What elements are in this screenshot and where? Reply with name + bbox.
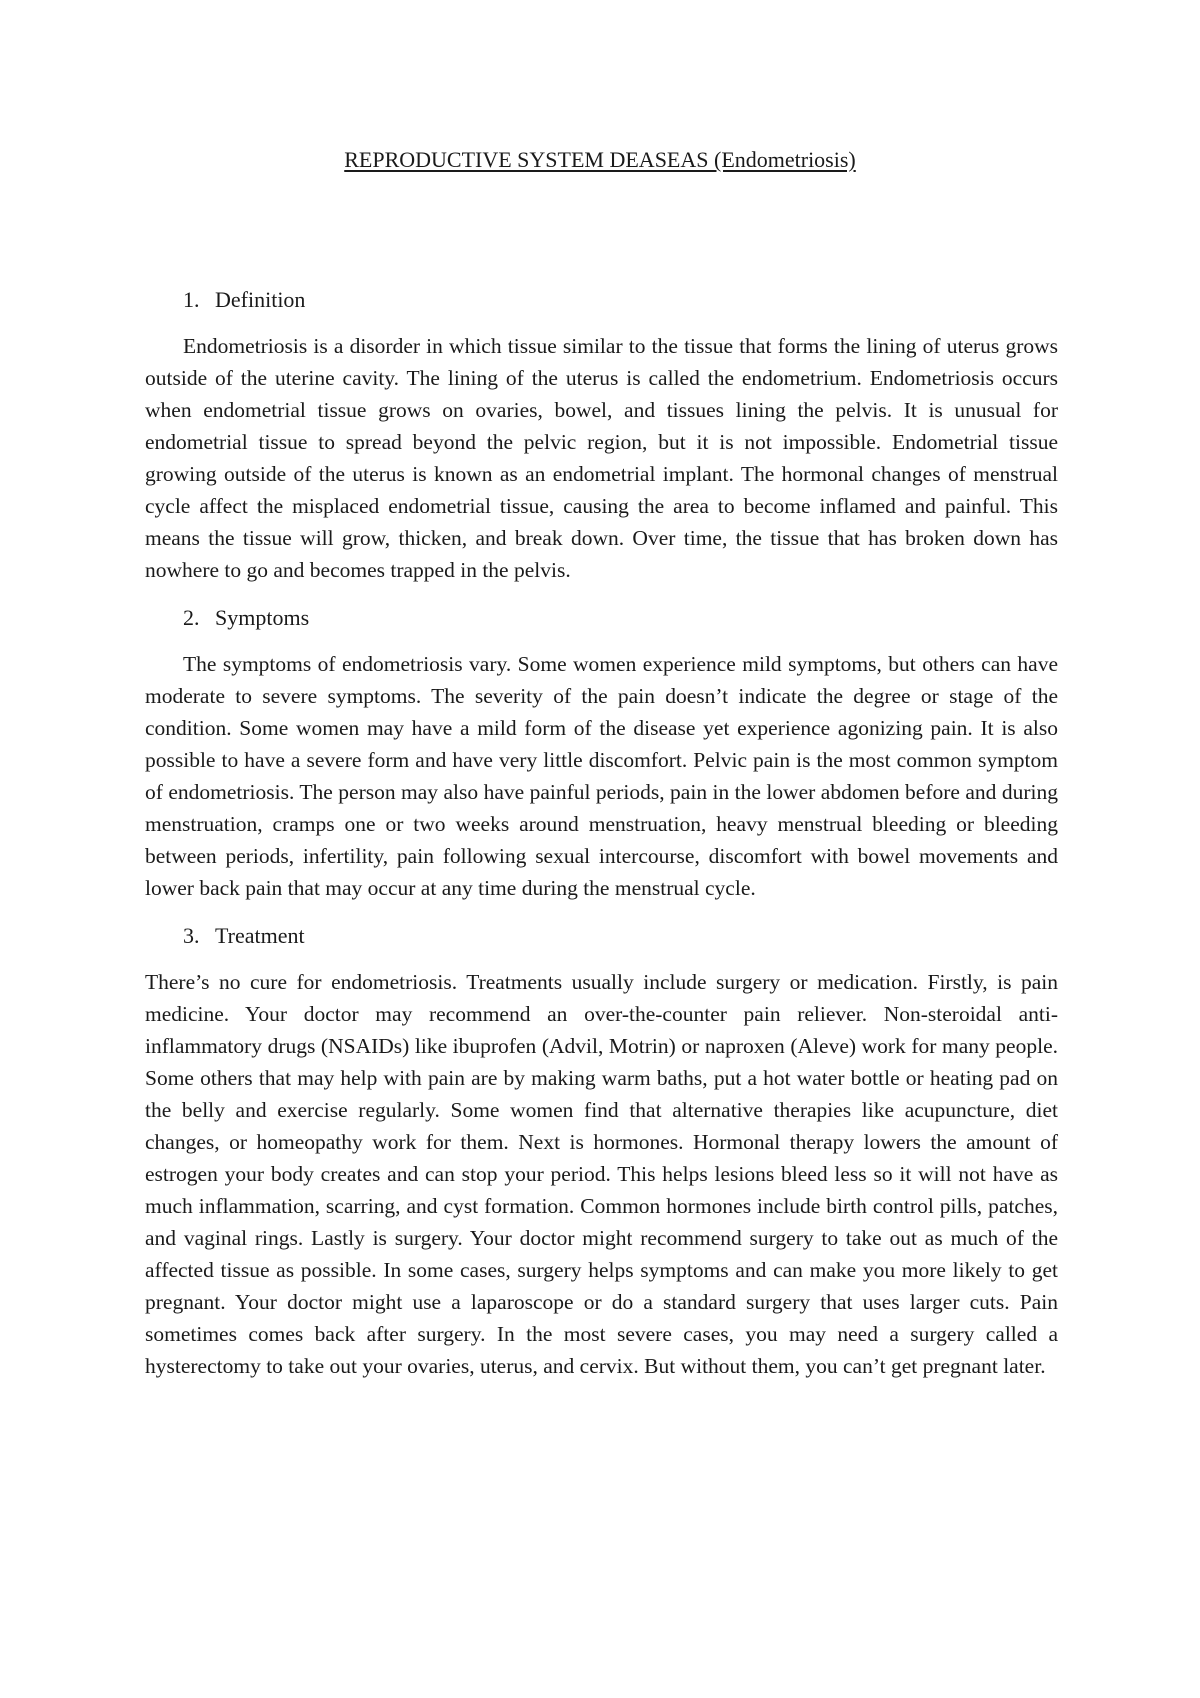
section-paragraph: The symptoms of endometriosis vary. Some women experience mild symptoms, but others can have moderate to severe symptoms. The severity of the pain doesn’t indicate the degree or stage of the condition. Some women may have a mild form of the disease yet experience agonizing pain. It is also possible to have a severe form and have very little discomfort. Pelvic pain is the most common symptom of endometriosis. The person may also have painful periods, pain in the lower abdomen before and during menstruation, cramps one or two weeks around menstruation, heavy menstrual bleeding or bleeding between periods, infertility, pain following sexual intercourse, discomfort with bowel movements and lower back pain that may occur at any time during the menstrual cycle. [145, 652, 1058, 900]
section-heading [145, 604, 1058, 632]
section-paragraph: There’s no cure for endometriosis. Treatments usually include surgery or medication. Firstly, is pain medicine. Your doctor may recommend an over-the-counter pain reliever. Non-steroidal anti-inflammatory drugs (NSAIDs) like ibuprofen (Advil, Motrin) or naproxen (Aleve) work for many people. Some others that may help with pain are by making warm baths, put a hot water bottle or heating pad on the belly and exercise regularly. Some women find that alternative therapies like acupuncture, diet changes, or homeopathy work for them. Next is hormones. Hormonal therapy lowers the amount of estrogen your body creates and can stop your period. This helps lesions bleed less so it will not have as much inflammation, scarring, and cyst formation. Common hormones include birth control pills, patches, and vaginal rings. Lastly is surgery. Your doctor might recommend surgery to take out as much of the affected tissue as possible. In some cases, surgery helps symptoms and can make you more likely to get pregnant. Your doctor might use a laparoscope or do a standard surgery that uses larger cuts. Pain sometimes comes back after surgery. In the most severe cases, you may need a surgery called a hysterectomy to take out your ovaries, uterus, and cervix. But without them, you can’t get pregnant later. [145, 970, 1058, 1378]
section-heading-label: Symptoms [215, 605, 310, 630]
section-heading-label: Treatment [215, 923, 305, 948]
section-number: 3. [183, 923, 200, 948]
page-title: REPRODUCTIVE SYSTEM DEASEAS (Endometriosis) [344, 147, 856, 172]
section-heading-label: Definition [215, 287, 306, 312]
section-heading [145, 286, 1058, 314]
section-paragraph: Endometriosis is a disorder in which tissue similar to the tissue that forms the lining of uterus grows outside of the uterine cavity. The lining of the uterus is called the endometrium. Endometriosis occurs when endometrial tissue grows on ovaries, bowel, and tissues lining the pelvis. It is unusual for endometrial tissue to spread beyond the pelvic region, but it is not impossible. Endometrial tissue growing outside of the uterus is known as an endometrial implant. The hormonal changes of menstrual cycle affect the misplaced endometrial tissue, causing the area to become inflamed and painful. This means the tissue will grow, thicken, and break down. Over time, the tissue that has broken down has nowhere to go and becomes trapped in the pelvis. [145, 334, 1058, 582]
section-symptoms [145, 604, 1058, 904]
section-heading [145, 922, 1058, 950]
section-treatment [145, 922, 1058, 1382]
section-number: 1. [183, 287, 200, 312]
section-number: 2. [183, 605, 200, 630]
document-body [145, 286, 1058, 1382]
section-definition [145, 286, 1058, 586]
